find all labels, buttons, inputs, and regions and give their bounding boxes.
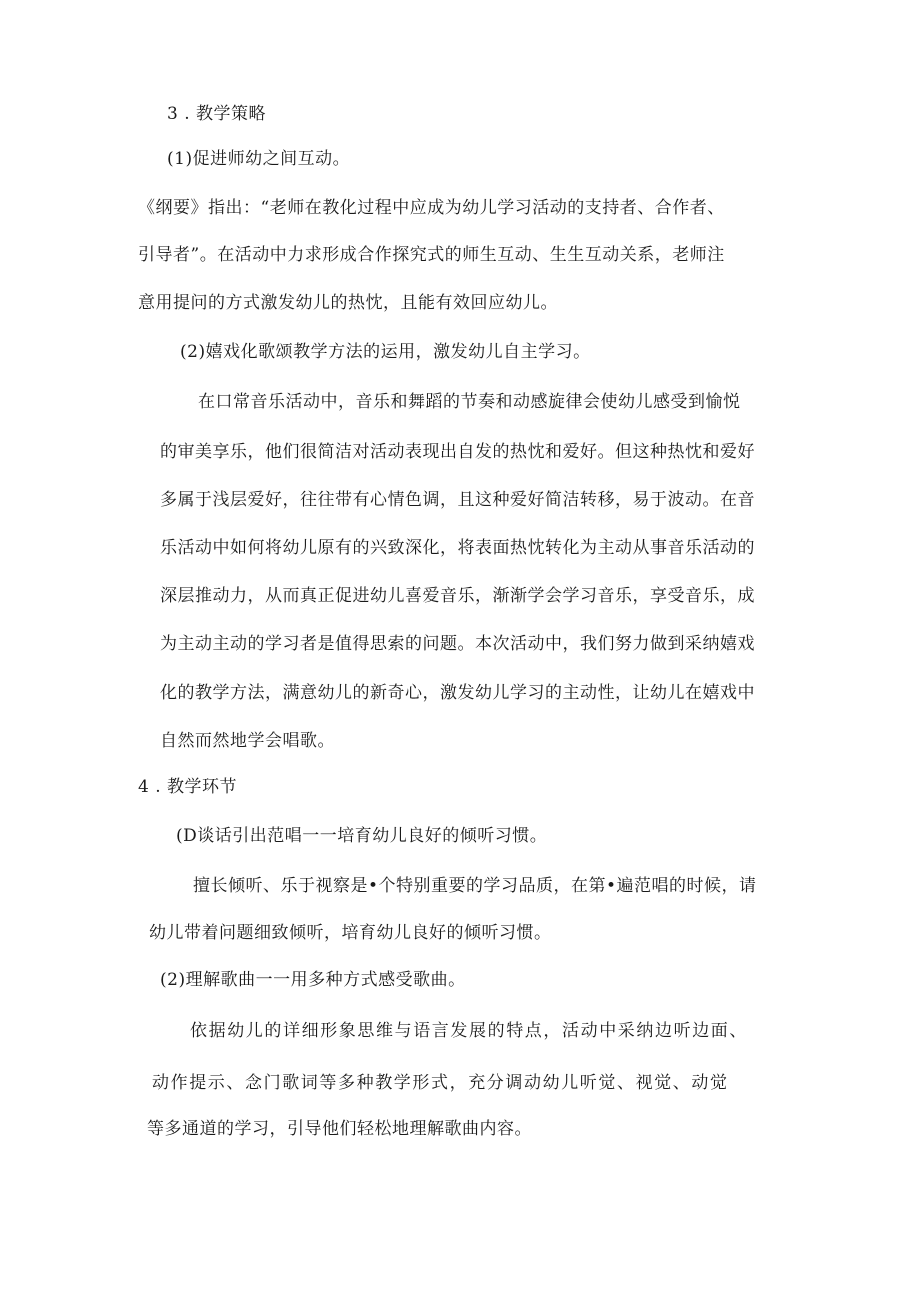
- subheading-understand-song: (2)理解歌曲一一用多种方式感受歌曲。: [160, 970, 466, 990]
- paragraph-line: 深层推动力，从而真正促进幼儿喜爱音乐，渐渐学会学习音乐，享受音乐，成: [160, 586, 755, 606]
- paragraph-line: 引导者”。在活动中力求形成合作探究式的师生互动、生生互动关系，老师注: [138, 245, 725, 265]
- paragraph-line: 幼儿带着问题细致倾听，培育幼儿良好的倾听习惯。: [149, 923, 552, 943]
- paragraph-line: 依据幼儿的详细形象思维与语言发展的特点，活动中采纳边听边面、: [190, 1021, 748, 1041]
- paragraph-line: 《纲要》指出：“老师在教化过程中应成为幼儿学习活动的支持者、合作者、: [138, 198, 725, 218]
- paragraph-line: 为主动主动的学习者是值得思索的问题。本次活动中，我们努力做到采纳嬉戏: [160, 634, 755, 654]
- heading-teaching-strategy: 3 . 教学策略: [167, 104, 267, 124]
- heading-teaching-steps: 4 . 教学环节: [138, 777, 238, 797]
- paragraph-line: 动作提示、念门歌词等多种教学形式，充分调动幼儿听觉、视觉、动觉: [152, 1073, 729, 1093]
- paragraph-line: 的审美享乐，他们很简洁对活动表现出自发的热忱和爱好。但这种热忱和爱好: [160, 442, 755, 462]
- paragraph-line: 乐活动中如何将幼儿原有的兴致深化，将表面热忱转化为主动从事音乐活动的: [160, 538, 755, 558]
- paragraph-line: 化的教学方法，满意幼儿的新奇心，激发幼儿学习的主动性，让幼儿在嬉戏中: [160, 683, 755, 703]
- subheading-talk-and-demo: (D谈话引出范唱一一培育幼儿良好的倾听习惯。: [176, 826, 548, 846]
- paragraph-line: 自然而然地学会唱歌。: [160, 731, 335, 751]
- paragraph-line: 多属于浅层爱好，往往带有心情色调，且这种爱好简洁转移，易于波动。在音: [160, 490, 755, 510]
- paragraph-line: 在口常音乐活动中，音乐和舞蹈的节奏和动感旋律会使幼儿感受到愉悦: [198, 392, 741, 412]
- paragraph-line: 擅长倾听、乐于视察是•个特别重要的学习品质，在第•遍范唱的时候，请: [193, 876, 757, 896]
- paragraph-line: 等多通道的学习，引导他们轻松地理解歌曲内容。: [147, 1119, 532, 1139]
- paragraph-line: 意用提问的方式激发幼儿的热忱，且能有效回应幼儿。: [138, 293, 558, 313]
- subheading-teacher-child-interaction: (1)促进师幼之间互动。: [167, 149, 351, 169]
- subheading-game-teaching: (2)嬉戏化歌颂教学方法的运用，激发幼儿自主学习。: [180, 342, 591, 362]
